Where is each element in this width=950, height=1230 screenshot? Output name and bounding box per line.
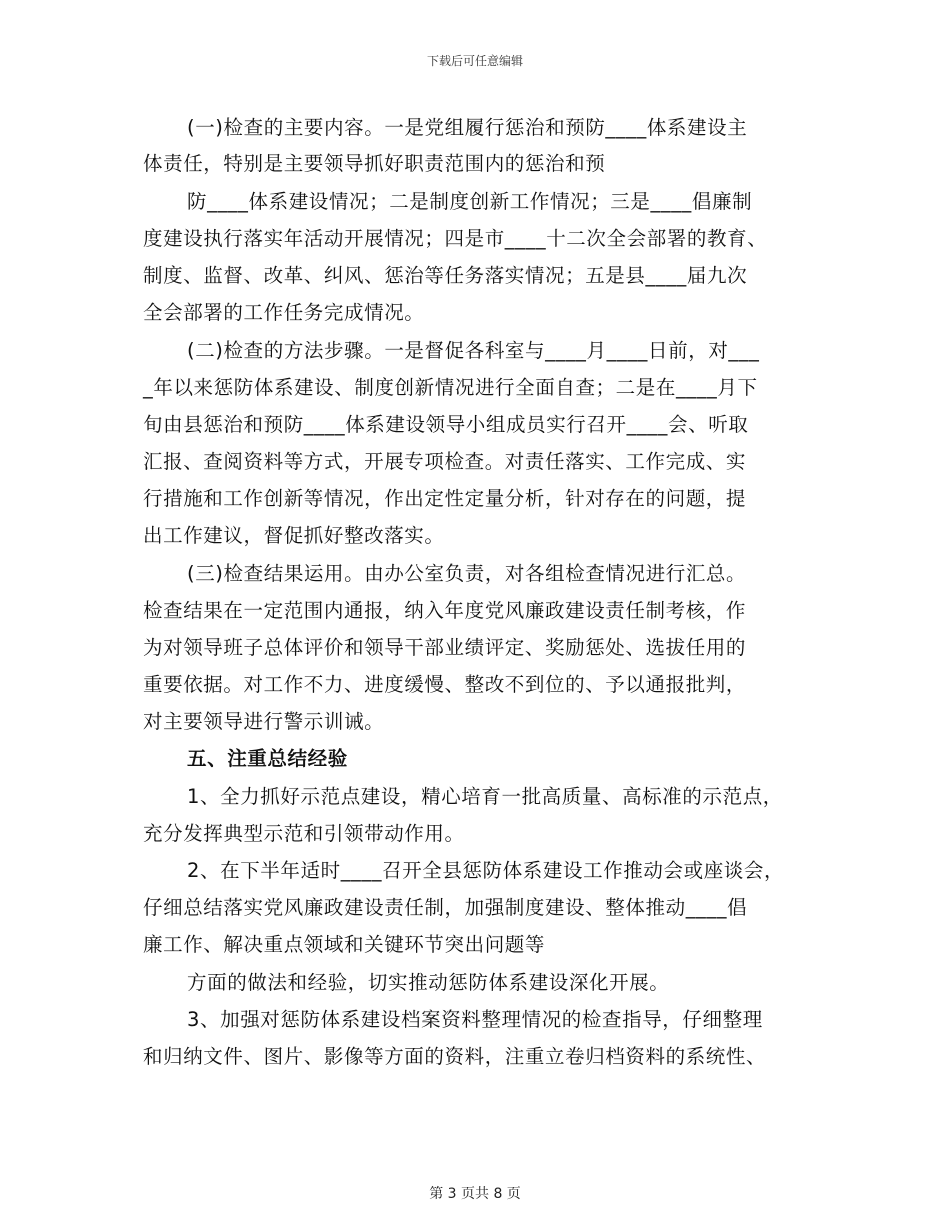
text-line: 廉工作、解决重点领域和关键环节突出问题等: [143, 933, 546, 956]
text-line: 1、全力抓好示范点建设，精心培育一批高质量、高标准的示范点，: [187, 785, 783, 808]
section-heading: 五、注重总结经验: [187, 747, 348, 770]
text-line: 出工作建议，督促抓好整改落实。: [143, 524, 445, 547]
text-line: 防____体系建设情况；二是制度创新工作情况；三是____倡廉制: [187, 190, 753, 213]
text-line: (二)检查的方法步骤。一是督促各科室与____月____日前，对___: [187, 339, 760, 362]
text-line: 为对领导班子总体评价和领导干部业绩评定、奖励惩处、选拔任用的: [143, 636, 747, 659]
text-line: 2、在下半年适时____召开全县惩防体系建设工作推动会或座谈会，: [187, 859, 785, 882]
text-line: 度建设执行落实年活动开展情况；四是市____十二次全会部署的教育、: [143, 227, 768, 250]
text-line: 检查结果在一定范围内通报，纳入年度党风廉政建设责任制考核，作: [143, 599, 747, 622]
text-line: (三)检查结果运用。由办公室负责，对各组检查情况进行汇总。: [187, 562, 747, 585]
text-line: 充分发挥典型示范和引领带动作用。: [143, 822, 465, 845]
page-header: 下载后可任意编辑: [426, 54, 523, 68]
text-line: 仔细总结落实党风廉政建设责任制，加强制度建设、整体推动____倡: [143, 896, 748, 919]
text-line: (一)检查的主要内容。一是党组履行惩治和预防____体系建设主: [187, 116, 748, 139]
text-line: 和归纳文件、图片、影像等方面的资料，注重立卷归档资料的系统性、: [143, 1045, 767, 1068]
text-line: _年以来惩防体系建设、制度创新情况进行全面自查；二是在____月下: [143, 376, 758, 399]
text-line: 体责任，特别是主要领导抓好职责范围内的惩治和预: [143, 152, 606, 175]
page-number: 第 3 页共 8 页: [429, 1186, 521, 1202]
text-line: 旬由县惩治和预防____体系建设领导小组成员实行召开____会、听取: [143, 413, 749, 436]
text-line: 对主要领导进行警示训诫。: [143, 710, 385, 733]
text-line: 3、加强对惩防体系建设档案资料整理情况的检查指导，仔细整理: [187, 1008, 763, 1031]
text-line: 制度、监督、改革、纠风、惩治等任务落实情况；五是县____届九次: [143, 264, 748, 287]
text-line: 行措施和工作创新等情况，作出定性定量分析，针对存在的问题，提: [143, 487, 747, 510]
text-line: 重要依据。对工作不力、进度缓慢、整改不到位的、予以通报批判，: [143, 673, 747, 696]
text-line: 汇报、查阅资料等方式，开展专项检查。对责任落实、工作完成、实: [143, 450, 747, 473]
text-line: 方面的做法和经验，切实推动惩防体系建设深化开展。: [187, 971, 670, 994]
text-line: 全会部署的工作任务完成情况。: [143, 301, 425, 324]
